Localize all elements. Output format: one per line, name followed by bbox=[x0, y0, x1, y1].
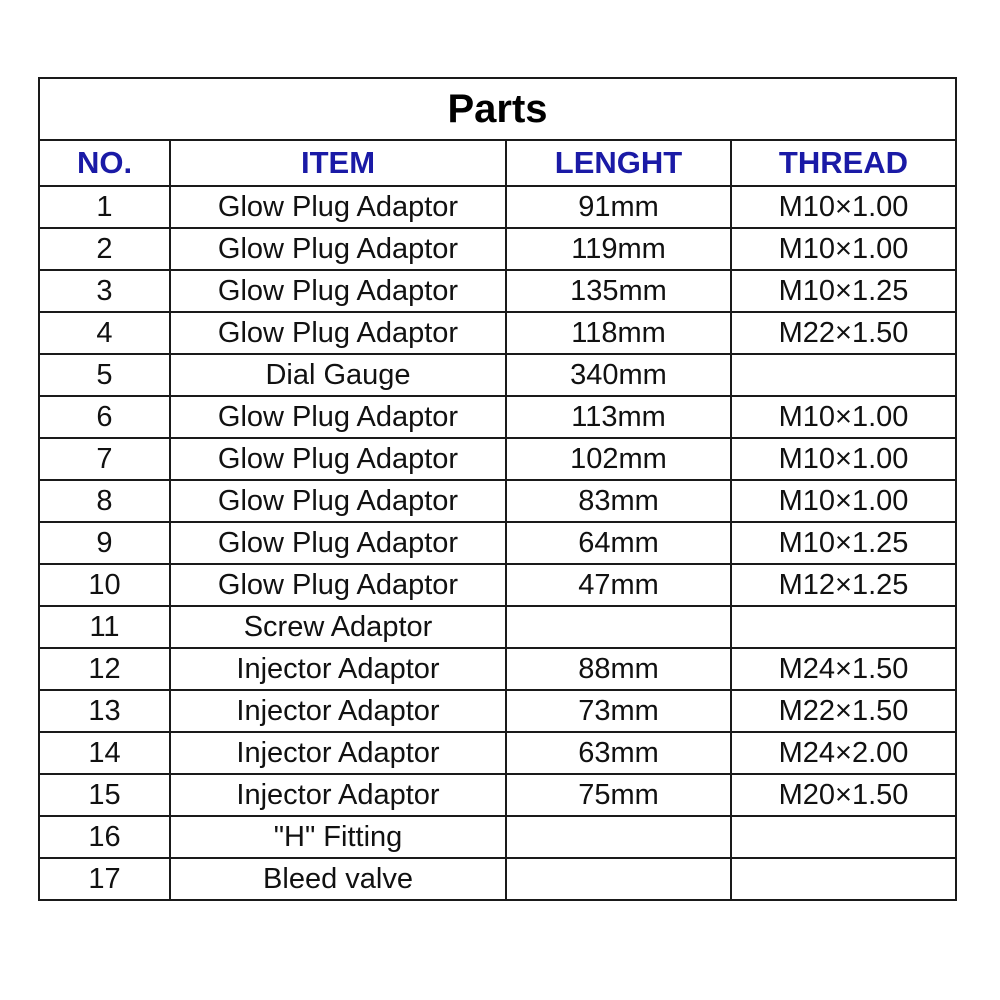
cell-length: 88mm bbox=[506, 648, 731, 690]
cell-no: 6 bbox=[39, 396, 170, 438]
header-no: NO. bbox=[39, 140, 170, 186]
cell-no: 10 bbox=[39, 564, 170, 606]
cell-item: Glow Plug Adaptor bbox=[170, 270, 506, 312]
cell-length: 113mm bbox=[506, 396, 731, 438]
cell-item: Glow Plug Adaptor bbox=[170, 564, 506, 606]
cell-no: 17 bbox=[39, 858, 170, 900]
cell-thread: M10×1.00 bbox=[731, 438, 956, 480]
cell-no: 13 bbox=[39, 690, 170, 732]
cell-thread: M24×2.00 bbox=[731, 732, 956, 774]
table-title: Parts bbox=[39, 78, 956, 140]
cell-no: 1 bbox=[39, 186, 170, 228]
table-row bbox=[39, 522, 956, 564]
cell-no: 14 bbox=[39, 732, 170, 774]
cell-length: 102mm bbox=[506, 438, 731, 480]
cell-item: Glow Plug Adaptor bbox=[170, 438, 506, 480]
table-row bbox=[39, 606, 956, 648]
cell-no: 5 bbox=[39, 354, 170, 396]
header-thread: THREAD bbox=[731, 140, 956, 186]
cell-thread: M22×1.50 bbox=[731, 312, 956, 354]
cell-thread: M10×1.00 bbox=[731, 396, 956, 438]
table-row bbox=[39, 774, 956, 816]
cell-item: Glow Plug Adaptor bbox=[170, 396, 506, 438]
cell-length: 135mm bbox=[506, 270, 731, 312]
cell-no: 15 bbox=[39, 774, 170, 816]
cell-item: Glow Plug Adaptor bbox=[170, 480, 506, 522]
cell-thread: M20×1.50 bbox=[731, 774, 956, 816]
cell-length: 73mm bbox=[506, 690, 731, 732]
cell-item: Injector Adaptor bbox=[170, 732, 506, 774]
cell-item: Glow Plug Adaptor bbox=[170, 312, 506, 354]
table-row bbox=[39, 564, 956, 606]
title-row bbox=[39, 78, 956, 140]
cell-thread bbox=[731, 858, 956, 900]
table-row bbox=[39, 648, 956, 690]
cell-length bbox=[506, 858, 731, 900]
cell-thread: M22×1.50 bbox=[731, 690, 956, 732]
cell-thread: M12×1.25 bbox=[731, 564, 956, 606]
cell-no: 11 bbox=[39, 606, 170, 648]
cell-thread: M10×1.25 bbox=[731, 522, 956, 564]
cell-thread: M10×1.00 bbox=[731, 186, 956, 228]
header-item: ITEM bbox=[170, 140, 506, 186]
cell-no: 16 bbox=[39, 816, 170, 858]
cell-no: 2 bbox=[39, 228, 170, 270]
cell-item: Glow Plug Adaptor bbox=[170, 228, 506, 270]
cell-length: 63mm bbox=[506, 732, 731, 774]
parts-table bbox=[38, 77, 957, 901]
table-row bbox=[39, 732, 956, 774]
table-row bbox=[39, 690, 956, 732]
cell-item: Bleed valve bbox=[170, 858, 506, 900]
cell-item: Screw Adaptor bbox=[170, 606, 506, 648]
cell-length: 83mm bbox=[506, 480, 731, 522]
table-row bbox=[39, 228, 956, 270]
cell-item: "H" Fitting bbox=[170, 816, 506, 858]
table-row bbox=[39, 858, 956, 900]
cell-thread bbox=[731, 606, 956, 648]
cell-length: 119mm bbox=[506, 228, 731, 270]
cell-length: 64mm bbox=[506, 522, 731, 564]
table-row bbox=[39, 438, 956, 480]
cell-item: Glow Plug Adaptor bbox=[170, 186, 506, 228]
table-row bbox=[39, 816, 956, 858]
cell-item: Injector Adaptor bbox=[170, 648, 506, 690]
cell-thread: M24×1.50 bbox=[731, 648, 956, 690]
cell-length: 340mm bbox=[506, 354, 731, 396]
cell-item: Injector Adaptor bbox=[170, 690, 506, 732]
cell-no: 9 bbox=[39, 522, 170, 564]
cell-length bbox=[506, 816, 731, 858]
cell-thread: M10×1.25 bbox=[731, 270, 956, 312]
table-row bbox=[39, 312, 956, 354]
cell-thread: M10×1.00 bbox=[731, 480, 956, 522]
cell-length bbox=[506, 606, 731, 648]
cell-no: 8 bbox=[39, 480, 170, 522]
header-row bbox=[39, 140, 956, 186]
parts-table-body bbox=[39, 186, 956, 900]
cell-no: 12 bbox=[39, 648, 170, 690]
table-row bbox=[39, 396, 956, 438]
table-row bbox=[39, 270, 956, 312]
cell-no: 4 bbox=[39, 312, 170, 354]
cell-thread: M10×1.00 bbox=[731, 228, 956, 270]
cell-item: Glow Plug Adaptor bbox=[170, 522, 506, 564]
cell-length: 47mm bbox=[506, 564, 731, 606]
cell-item: Dial Gauge bbox=[170, 354, 506, 396]
cell-no: 3 bbox=[39, 270, 170, 312]
table-row bbox=[39, 480, 956, 522]
table-row bbox=[39, 354, 956, 396]
cell-item: Injector Adaptor bbox=[170, 774, 506, 816]
cell-thread bbox=[731, 354, 956, 396]
cell-length: 118mm bbox=[506, 312, 731, 354]
cell-length: 75mm bbox=[506, 774, 731, 816]
cell-no: 7 bbox=[39, 438, 170, 480]
cell-length: 91mm bbox=[506, 186, 731, 228]
table-row bbox=[39, 186, 956, 228]
cell-thread bbox=[731, 816, 956, 858]
header-length: LENGHT bbox=[506, 140, 731, 186]
parts-table-container bbox=[38, 77, 955, 901]
